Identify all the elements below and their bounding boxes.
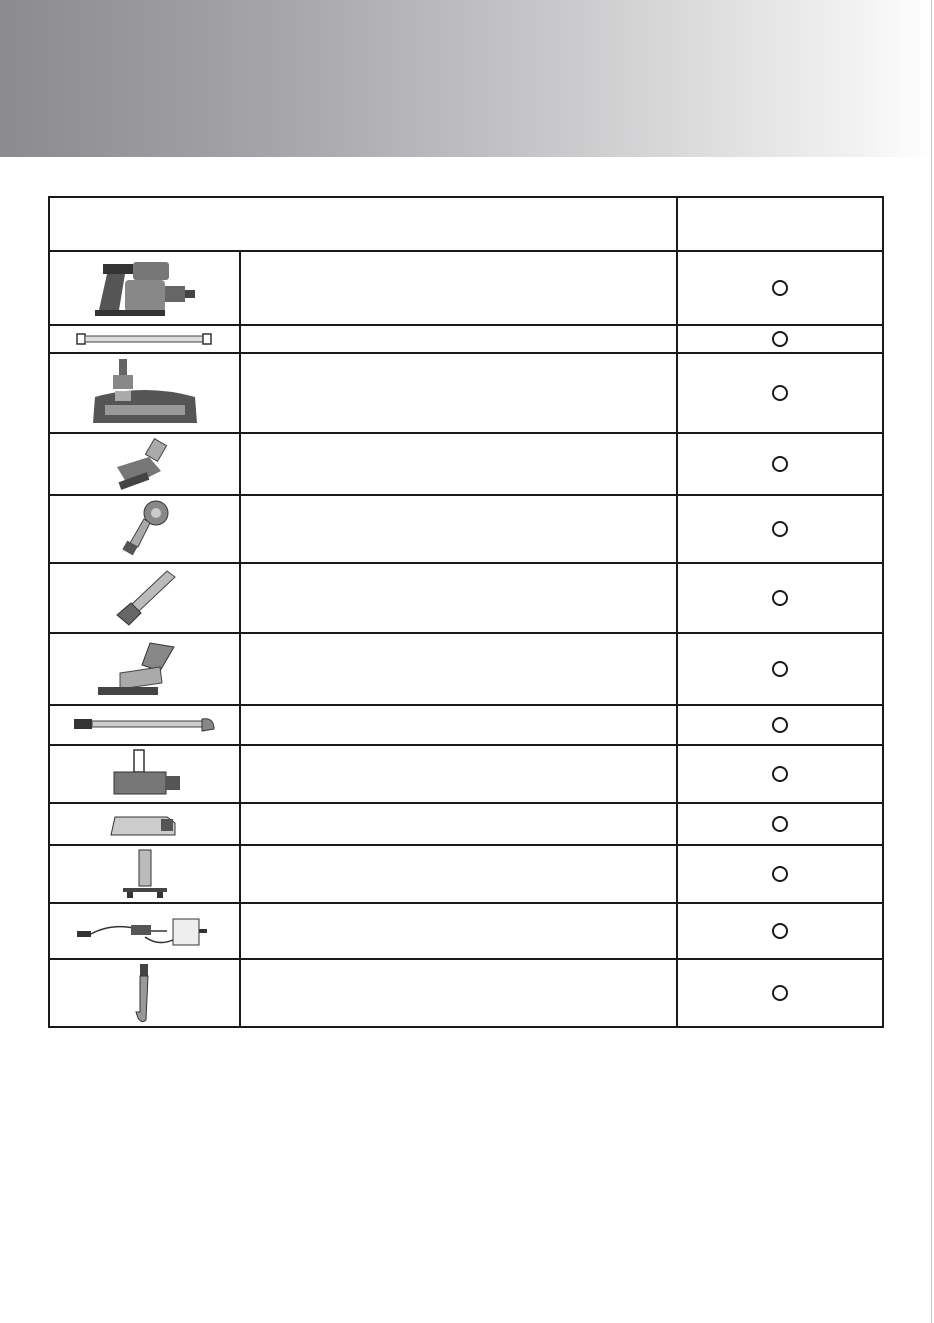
- part-name: [241, 846, 676, 902]
- quantity-cell: [678, 746, 882, 802]
- quantity-cell: [678, 496, 882, 562]
- column-divider: [239, 252, 241, 1028]
- part-name: [241, 904, 676, 958]
- column-divider: [676, 198, 678, 1028]
- circle-icon: [772, 985, 788, 1001]
- circle-icon: [772, 661, 788, 677]
- quantity-cell: [678, 706, 882, 744]
- circle-icon: [772, 816, 788, 832]
- column-header-part: [58, 198, 668, 252]
- quantity-cell: [678, 326, 882, 352]
- table-row: [50, 634, 882, 706]
- quantity-cell: [678, 252, 882, 324]
- part-name: [241, 804, 676, 844]
- table-row: [50, 706, 882, 746]
- part-name: [241, 960, 676, 1026]
- circle-icon: [772, 385, 788, 401]
- part-name: [241, 434, 676, 494]
- two-in-one-brush-icon: [50, 634, 239, 704]
- main-body-icon: [50, 252, 239, 324]
- charging-base-icon: [50, 804, 239, 844]
- table-row: [50, 252, 882, 326]
- part-name: [241, 564, 676, 632]
- circle-icon: [772, 521, 788, 537]
- table-row: [50, 434, 882, 496]
- circle-icon: [772, 866, 788, 882]
- table-row: [50, 496, 882, 564]
- column-header-quantity: [686, 198, 876, 252]
- power-adapter-icon: [50, 904, 239, 958]
- table-row: [50, 904, 882, 960]
- wall-mount-dock-icon: [50, 746, 239, 802]
- parts-table: [48, 196, 884, 1028]
- circle-icon: [772, 766, 788, 782]
- part-name: [241, 746, 676, 802]
- circle-icon: [772, 923, 788, 939]
- part-name: [241, 496, 676, 562]
- table-row: [50, 746, 882, 804]
- quantity-cell: [678, 960, 882, 1026]
- table-row: [50, 564, 882, 634]
- cleaning-tool-icon: [50, 960, 239, 1026]
- table-row: [50, 354, 882, 434]
- table-row: [50, 846, 882, 904]
- extension-tube-icon: [50, 326, 239, 352]
- circle-icon: [772, 331, 788, 347]
- part-name: [241, 634, 676, 704]
- quantity-cell: [678, 634, 882, 704]
- part-name: [241, 354, 676, 432]
- part-name: [241, 706, 676, 744]
- flexible-tube-icon: [50, 706, 239, 744]
- header-band: [0, 0, 934, 157]
- crevice-tool-icon: [50, 564, 239, 632]
- table-header-row: [50, 198, 882, 252]
- floor-brush-icon: [50, 354, 239, 432]
- quantity-cell: [678, 564, 882, 632]
- storage-stand-icon: [50, 846, 239, 902]
- quantity-cell: [678, 846, 882, 902]
- table-row: [50, 960, 882, 1028]
- table-row: [50, 326, 882, 354]
- part-name: [241, 326, 676, 352]
- quantity-cell: [678, 804, 882, 844]
- part-name: [241, 252, 676, 324]
- quantity-cell: [678, 434, 882, 494]
- circle-icon: [772, 717, 788, 733]
- quantity-cell: [678, 354, 882, 432]
- mini-motorized-brush-icon: [50, 434, 239, 494]
- dusting-brush-icon: [50, 496, 239, 562]
- circle-icon: [772, 280, 788, 296]
- table-row: [50, 804, 882, 846]
- circle-icon: [772, 590, 788, 606]
- circle-icon: [772, 456, 788, 472]
- page-edge-line: [931, 0, 932, 1323]
- quantity-cell: [678, 904, 882, 958]
